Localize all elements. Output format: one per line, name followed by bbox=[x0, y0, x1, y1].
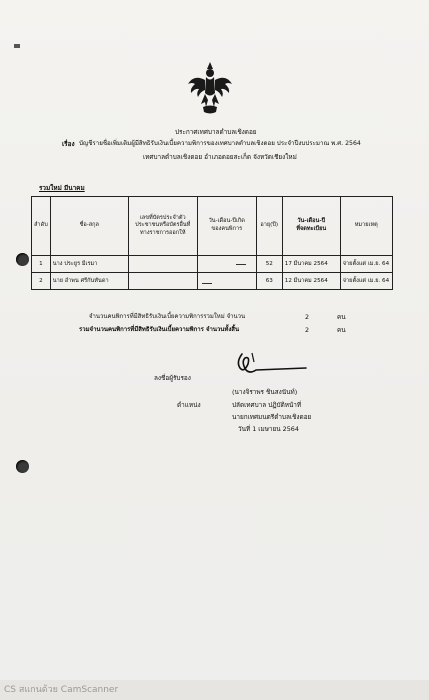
row-name: นาง ประยูร มีเรมา bbox=[50, 256, 128, 273]
table-row bbox=[32, 256, 393, 273]
header-age: อายุ(ปี) bbox=[256, 197, 282, 256]
header-name: ชื่อ-สกุล bbox=[50, 197, 128, 256]
row-reg-date: 12 มีนาคม 2564 bbox=[282, 273, 340, 290]
header-dob: วัน-เดือน-ปีเกิด ของคนพิการ bbox=[197, 197, 256, 256]
row-note: จ่ายตั้งแต่ เม.ย. 64 bbox=[340, 273, 392, 290]
position-label: ตำแหน่ง bbox=[177, 401, 201, 409]
garuda-emblem-icon bbox=[186, 60, 234, 116]
signer-name: (นางจิราพร ชินสงนันท์) bbox=[232, 388, 298, 396]
table-row bbox=[32, 273, 393, 290]
summary-new-value: 2 bbox=[305, 313, 310, 321]
header-id: เลขที่บัตรประจำตัว ประชาชนหรือบัตรอื่นที่ ทางราชการออกให้ bbox=[128, 197, 197, 256]
summary-total-unit: คน bbox=[337, 326, 346, 334]
row-id-redacted bbox=[128, 273, 197, 290]
summary-new-unit: คน bbox=[337, 313, 346, 321]
row-name: นาย อำพน ศรีกันทันดา bbox=[50, 273, 128, 290]
subject-text: บัญชีรายชื่อเพิ่มเติมผู้มีสิทธิรับเงินเบี้ยความพิการของเทศบาลตำบลเชิงดอย ประจำปีงบประมาณ พ.ศ. 2564 bbox=[79, 140, 361, 147]
punch-hole-top bbox=[16, 253, 29, 266]
redaction-mark bbox=[236, 264, 246, 265]
position-line-1: ปลัดเทศบาล ปฏิบัติหน้าที่ bbox=[232, 401, 302, 409]
header-reg-date: วัน-เดือน-ปี ที่จดทะเบียน bbox=[282, 197, 340, 256]
announcement-heading: ประกาศเทศบาลตำบลเชิงดอย bbox=[175, 128, 257, 136]
beneficiary-table bbox=[31, 196, 393, 290]
table-header-row bbox=[32, 197, 393, 256]
certification-date: วันที่ 1 เมษายน 2564 bbox=[238, 425, 299, 433]
row-dob-redacted bbox=[197, 256, 256, 273]
summary-total-value: 2 bbox=[305, 326, 310, 334]
section-title: รวมใหม่ มีนาคม bbox=[39, 184, 85, 192]
row-no: 1 bbox=[32, 256, 51, 273]
row-reg-date: 17 มีนาคม 2564 bbox=[282, 256, 340, 273]
position-line-2: นายกเทศมนตรีตำบลเชิงดอย bbox=[232, 413, 312, 421]
camscanner-watermark: CS สแกนด้วย CamScanner bbox=[4, 685, 119, 695]
punch-hole-bottom bbox=[16, 460, 29, 473]
address-line: เทศบาลตำบลเชิงดอย อำเภอดอยสะเก็ด จังหวัดเชียงใหม่ bbox=[143, 153, 297, 161]
row-no: 2 bbox=[32, 273, 51, 290]
summary-total-label: รวมจำนวนคนพิการที่มีสิทธิรับเงินเบี้ยความพิการ จำนวนทั้งสิ้น bbox=[79, 326, 240, 333]
staple-mark bbox=[14, 44, 20, 48]
header-note: หมายเหตุ bbox=[340, 197, 392, 256]
row-age: 52 bbox=[256, 256, 282, 273]
summary-new-label: จำนวนคนพิการที่มีสิทธิรับเงินเบี้ยความพิการรวมใหม่ จำนวน bbox=[89, 313, 246, 320]
row-note: จ่ายตั้งแต่ เม.ย. 64 bbox=[340, 256, 392, 273]
signature-icon bbox=[232, 350, 310, 376]
row-id-redacted bbox=[128, 256, 197, 273]
redaction-mark bbox=[202, 283, 212, 284]
header-no: ลำดับ bbox=[32, 197, 51, 256]
certifier-label: ลงชื่อผู้รับรอง bbox=[154, 374, 191, 382]
row-dob-redacted bbox=[197, 273, 256, 290]
row-age: 63 bbox=[256, 273, 282, 290]
subject-label: เรื่อง bbox=[62, 140, 75, 148]
